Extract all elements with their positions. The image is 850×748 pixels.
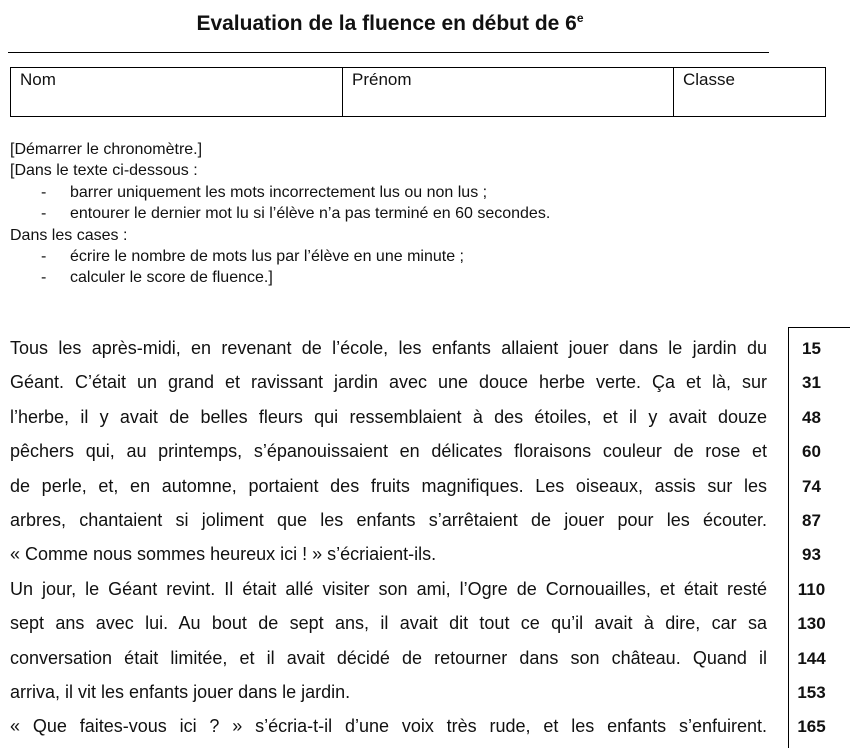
word-count: 165	[797, 717, 826, 737]
word-count: 15	[802, 339, 821, 358]
instruction-bullet	[10, 246, 550, 267]
page-title	[0, 12, 780, 36]
word-count: 31	[802, 373, 821, 393]
word-count: 74	[802, 476, 821, 496]
bullet-text: entourer le dernier mot lu si l’élève n’a pas terminé en 60 secondes.	[70, 205, 551, 223]
bullet-dash: -	[41, 183, 47, 201]
reading-line: sept ans avec lui. Au bout de sept ans, il avait dit tout ce qu’il avait à dire, car sa	[10, 613, 767, 634]
instruction-bullet	[10, 203, 550, 224]
bullet-dash: -	[41, 205, 47, 223]
word-count: 153	[797, 683, 826, 702]
nom-label: Nom	[20, 70, 56, 89]
prenom-label: Prénom	[352, 70, 412, 89]
word-count-column	[788, 327, 850, 748]
reading-line: « Comme nous sommes heureux ici ! » s’écriaient-ils.	[10, 544, 437, 565]
reading-line: de perle, et, en automne, portaient des fruits magnifiques. Les oiseaux, assis sur les	[10, 475, 767, 496]
title-superscript: e	[576, 11, 584, 25]
reading-line: Tous les après-midi, en revenant de l’école, les enfants allaient jouer dans le jardin du	[10, 338, 767, 358]
reading-line: conversation était limitée, et il avait décidé de retourner dans son château. Quand il	[10, 647, 767, 668]
reading-line: Un jour, le Géant revint. Il était allé visiter son ami, l’Ogre de Cornouailles, et était resté	[10, 578, 767, 599]
bullet-text: barrer uniquement les mots incorrectement lus ou non lus ;	[70, 183, 488, 201]
reading-line: Géant. C’était un grand et ravissant jardin avec une douce herbe verte. Ça et là, sur	[10, 372, 767, 393]
instructions-block	[10, 139, 550, 289]
student-identity-table	[10, 67, 826, 117]
reading-line: pêchers qui, au printemps, s’épanouissaient en délicates floraisons couleur de rose et	[10, 441, 767, 462]
word-count: 130	[797, 614, 826, 634]
classe-field[interactable]	[674, 68, 825, 116]
reading-line: « Que faites-vous ici ? » s’écria-t-il d’une voix très rude, et les enfants s’enfuirent.	[10, 716, 767, 737]
bullet-dash: -	[41, 269, 47, 287]
title-text: Evaluation de la fluence en début de 6	[196, 12, 577, 35]
reading-line: l’herbe, il y avait de belles fleurs qui ressemblaient à des étoiles, et il y avait douze	[10, 406, 767, 427]
reading-line: arbres, chantaient si joliment que les enfants s’arrêtaient de jouer pour les écouter.	[10, 509, 767, 530]
classe-label: Classe	[683, 70, 735, 89]
instruction-boxes-header: Dans les cases :	[10, 226, 128, 244]
prenom-field[interactable]	[343, 68, 674, 116]
bullet-dash: -	[41, 248, 47, 266]
bullet-text: écrire le nombre de mots lus par l’élève en une minute ;	[70, 248, 464, 266]
word-count: 93	[802, 545, 821, 565]
bullet-text: calculer le score de fluence.]	[70, 269, 273, 287]
title-divider	[8, 52, 769, 53]
word-count: 87	[802, 511, 821, 530]
instruction-bullet	[10, 182, 550, 203]
instruction-text-header: [Dans le texte ci-dessous :	[10, 162, 198, 180]
word-count: 144	[797, 648, 826, 668]
reading-line: arriva, il vit les enfants jouer dans le jardin.	[10, 681, 351, 702]
instruction-start-timer: [Démarrer le chronomètre.]	[10, 141, 203, 158]
word-count: 48	[802, 407, 821, 427]
nom-field[interactable]	[11, 68, 343, 116]
word-count: 110	[797, 579, 826, 599]
reading-passage	[10, 331, 767, 744]
word-count: 60	[802, 442, 821, 462]
instruction-bullet	[10, 267, 550, 288]
